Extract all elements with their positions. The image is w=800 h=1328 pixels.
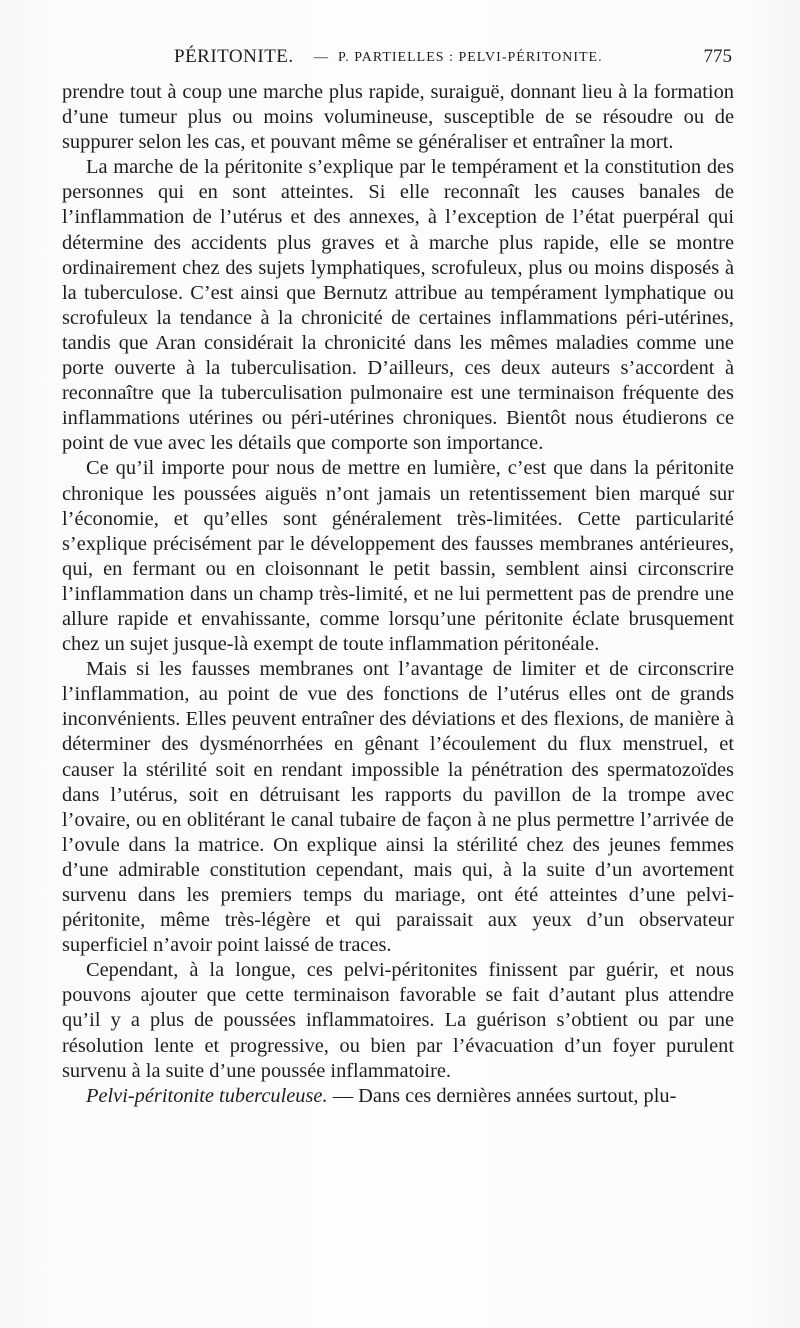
paragraph: Cependant, à la longue, ces pelvi-péritonites finissent par guérir, et nous pouvons ajouter que cette terminaison favorable se fait d’autant plus attendre qu’il y a plus de poussées inflammatoires. La guérison s’obtient ou par une résolution lente et progressive, ou bien par l’évacuation d’un foyer purulent survenu à la suite d’une poussée inflammatoire. xyxy=(62,959,734,1082)
paragraph: Mais si les fausses membranes ont l’avantage de limiter et de circonscrire l’inflammation, au point de vue des fonctions de l’utérus elles ont de grands inconvénients. Elles peuvent entraîner des déviations et des flexions, de manière à déterminer des dysménorrhées en gênant l’écoulement du flux menstruel, et causer la stérilité soit en rendant impossible la pénétration des spermatozoïdes dans l’utérus, soit en détruisant les rapports du pavillon de la trompe avec l’ovaire, ou en oblitérant le canal tubaire de façon à ne plus permettre l’arrivée de l’ovule dans la matrice. On explique ainsi la stérilité chez des jeunes femmes d’une admirable constitution cependant, mais qui, à la suite d’un avortement survenu dans les premiers temps du mariage, ont été atteintes d’une pelvi-péritonite, même très-légère et qui paraissait aux yeux d’un observateur superficiel n’avoir point laissé de traces. xyxy=(62,658,734,957)
paragraph-text: — Dans ces dernières années surtout, plu- xyxy=(327,1084,677,1107)
running-head xyxy=(62,44,732,74)
paragraph: Ce qu’il importe pour nous de mettre en lumière, c’est que dans la péritonite chronique les poussées aiguës n’ont jamais un retentissement bien marqué sur l’économie, et qu’elles sont généralement très-limitées. Cette particularité s’explique précisément par le développement des fausses membranes antérieures, qui, en fermant ou en cloisonnant le petit bassin, semblent ainsi circonscrire l’inflammation dans un champ très-limité, et ne lui permettent pas de prendre une allure rapide et envahissante, comme lorsqu’une péritonite éclate brusquement chez un sujet jusque-là exempt de toute inflammation péritonéale. xyxy=(62,457,734,656)
paragraph: La marche de la péritonite s’explique par le tempérament et la constitution des personnes qui en sont atteintes. Si elle reconnaît les causes banales de l’inflammation de l’utérus et des annexes, à l’exception de l’état puerpéral qui détermine des accidents plus graves et à marche plus rapide, elle se montre ordinairement chez des sujets lymphatiques, scrofuleux, plus ou moins disposés à la tuberculose. C’est ainsi que Bernutz attribue au tempérament lymphatique ou scrofuleux la tendance à la chronicité de certaines inflammations péri-utérines, tandis que Aran considérait la chronicité dans les mêmes maladies comme une porte ouverte à la tuberculisation. D’ailleurs, ces deux auteurs s’accordent à reconnaître que la tuberculisation pulmonaire est une terminaison fréquente des inflammations utérines ou péri-utérines chroniques. Bientôt nous étudierons ce point de vue avec les détails que comporte son importance. xyxy=(62,156,734,455)
paragraph-last xyxy=(62,1084,734,1109)
section-heading: Pelvi-péritonite tuberculeuse. xyxy=(86,1084,328,1107)
running-head-section: P. PARTIELLES : PELVI-PÉRITONITE. xyxy=(338,50,603,65)
running-head-title: PÉRITONITE. xyxy=(174,46,294,67)
body-text xyxy=(62,80,734,1109)
running-head-dash: — xyxy=(314,50,329,65)
page-number: 775 xyxy=(703,46,732,67)
paragraph: prendre tout à coup une marche plus rapide, suraiguë, donnant lieu à la formation d’une tumeur plus ou moins volumineuse, susceptible de se résoudre ou de suppurer selon les cas, et pouvant même se généraliser et entraîner la mort. xyxy=(62,81,734,154)
running-head-subtitle xyxy=(314,50,603,66)
